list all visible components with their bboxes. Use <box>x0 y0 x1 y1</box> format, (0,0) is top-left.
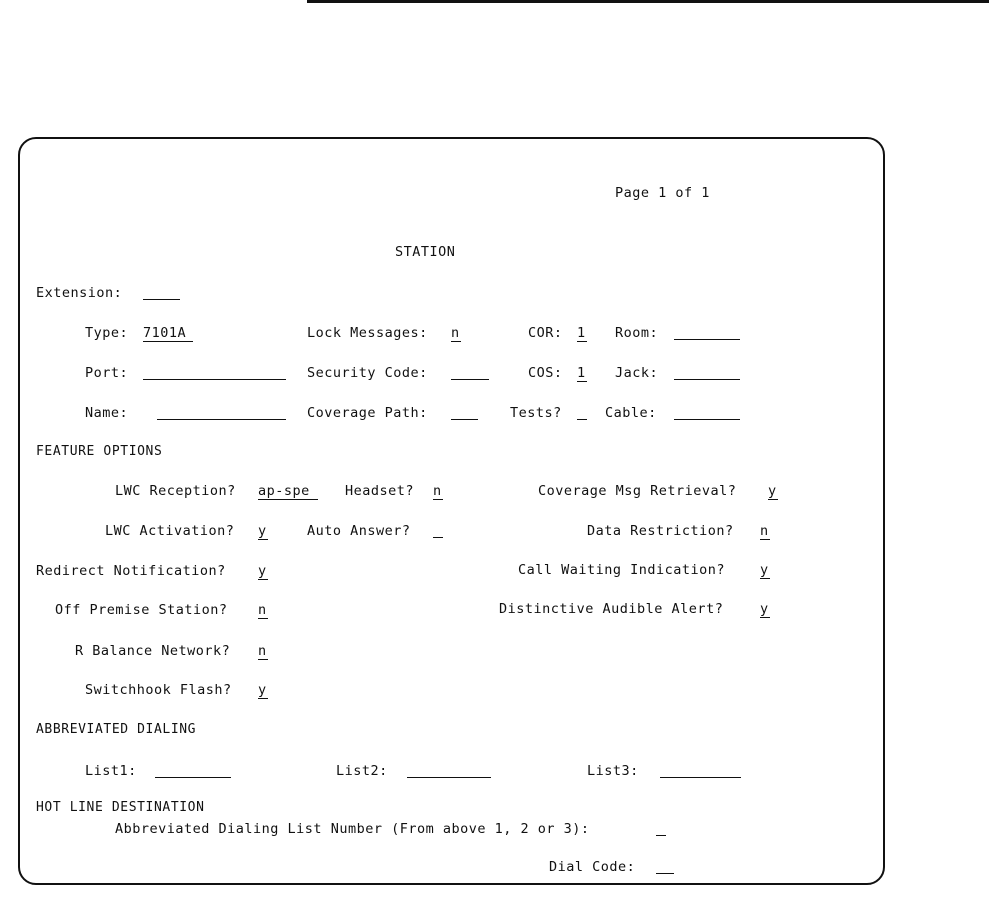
tests-field[interactable] <box>577 405 587 420</box>
name-field[interactable] <box>157 405 286 420</box>
data-restriction-label: Data Restriction? <box>587 523 734 539</box>
auto-answer-field[interactable] <box>433 523 443 538</box>
call-waiting-indication-field[interactable]: y <box>760 562 769 578</box>
room-label: Room: <box>615 325 659 341</box>
security-code-field[interactable] <box>451 365 489 380</box>
cos-field[interactable]: 1 <box>577 365 586 381</box>
switchhook-flash-field[interactable]: y <box>258 682 267 698</box>
off-premise-station-field[interactable]: n <box>258 602 267 618</box>
coverage-path-label: Coverage Path: <box>307 405 428 421</box>
extension-label: Extension: <box>36 285 123 301</box>
port-label: Port: <box>85 365 129 381</box>
distinctive-audible-alert-label: Distinctive Audible Alert? <box>499 601 724 617</box>
list1-field[interactable] <box>155 763 231 778</box>
type-label: Type: <box>85 325 129 341</box>
lwc-activation-field[interactable]: y <box>258 523 267 539</box>
dial-code-field[interactable] <box>656 859 674 874</box>
coverage-path-field[interactable] <box>451 405 478 420</box>
call-waiting-indication-label: Call Waiting Indication? <box>518 562 726 578</box>
off-premise-station-label: Off Premise Station? <box>55 602 228 618</box>
tests-label: Tests? <box>510 405 562 421</box>
switchhook-flash-label: Switchhook Flash? <box>85 682 232 698</box>
jack-field[interactable] <box>674 365 740 380</box>
station-form-screen <box>18 137 885 885</box>
redirect-notification-field[interactable]: y <box>258 563 267 579</box>
lock-messages-field[interactable]: n <box>451 325 460 341</box>
room-field[interactable] <box>674 325 740 340</box>
feature-options-heading: FEATURE OPTIONS <box>36 444 163 459</box>
cable-field[interactable] <box>674 405 740 420</box>
list3-label: List3: <box>587 763 639 779</box>
cable-label: Cable: <box>605 405 657 421</box>
list1-label: List1: <box>85 763 137 779</box>
list2-label: List2: <box>336 763 388 779</box>
extension-field[interactable] <box>143 285 180 300</box>
port-field[interactable] <box>143 365 286 380</box>
abbreviated-dialing-heading: ABBREVIATED DIALING <box>36 722 197 737</box>
cos-label: COS: <box>528 365 563 381</box>
lwc-reception-label: LWC Reception? <box>115 483 236 499</box>
redirect-notification-label: Redirect Notification? <box>36 563 226 579</box>
auto-answer-label: Auto Answer? <box>307 523 411 539</box>
cor-label: COR: <box>528 325 563 341</box>
distinctive-audible-alert-field[interactable]: y <box>760 601 769 617</box>
hot-line-list-number-label: Abbreviated Dialing List Number (From above 1, 2 or 3): <box>115 821 590 837</box>
coverage-msg-retrieval-label: Coverage Msg Retrieval? <box>538 483 737 499</box>
lock-messages-label: Lock Messages: <box>307 325 428 341</box>
r-balance-network-label: R Balance Network? <box>75 643 231 659</box>
headset-label: Headset? <box>345 483 415 499</box>
headset-field[interactable]: n <box>433 483 442 499</box>
cor-field[interactable]: 1 <box>577 325 586 341</box>
lwc-activation-label: LWC Activation? <box>105 523 235 539</box>
data-restriction-field[interactable]: n <box>760 523 769 539</box>
lwc-reception-field[interactable]: ap-spe <box>258 483 318 500</box>
name-label: Name: <box>85 405 129 421</box>
hot-line-destination-heading: HOT LINE DESTINATION <box>36 800 205 815</box>
form-title: STATION <box>395 244 456 260</box>
r-balance-network-field[interactable]: n <box>258 643 267 659</box>
page-indicator: Page 1 of 1 <box>615 185 710 201</box>
security-code-label: Security Code: <box>307 365 428 381</box>
dial-code-label: Dial Code: <box>549 859 636 875</box>
list3-field[interactable] <box>660 763 741 778</box>
type-field[interactable]: 7101A <box>143 325 193 342</box>
hot-line-list-number-field[interactable] <box>656 821 666 836</box>
jack-label: Jack: <box>615 365 659 381</box>
coverage-msg-retrieval-field[interactable]: y <box>768 483 777 499</box>
list2-field[interactable] <box>407 763 491 778</box>
top-rule <box>307 0 989 3</box>
